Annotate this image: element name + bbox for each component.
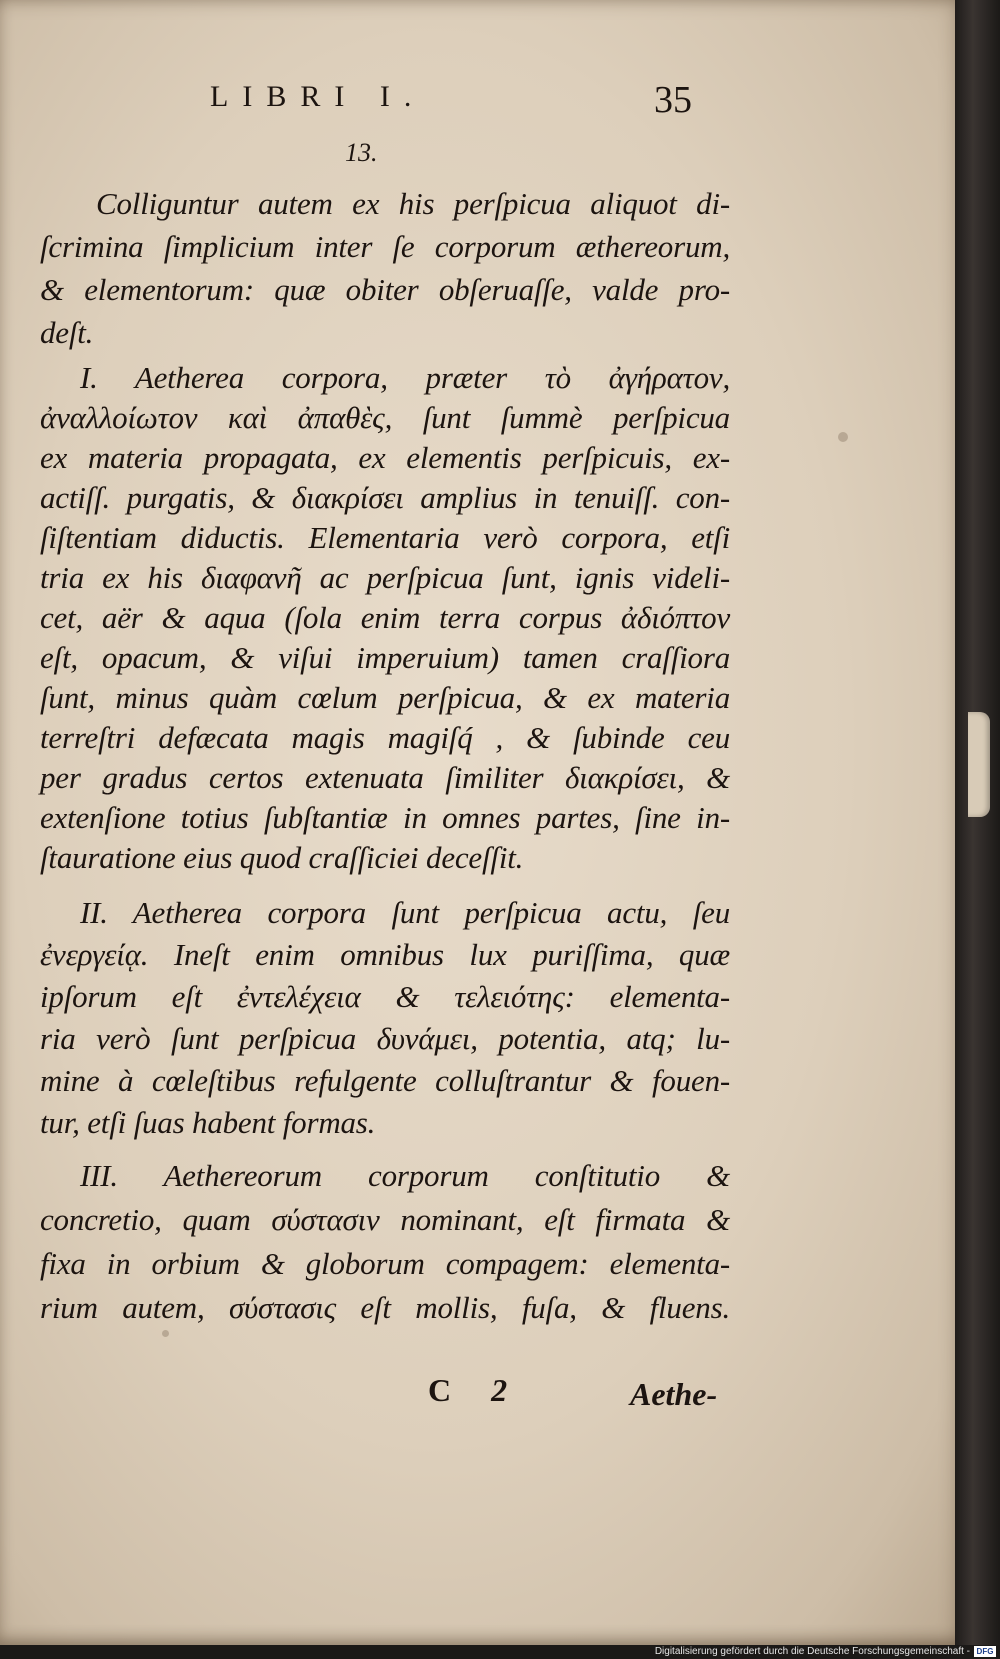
- page-number: 35: [654, 79, 692, 121]
- text-line: ria verò ſunt perſpicua δυνάμει, potentia, atq; lu-: [40, 1021, 730, 1056]
- signature-letter: C: [428, 1372, 452, 1408]
- text-line: ſcrimina ſimplicium inter ſe corporum æthereorum,: [40, 229, 730, 264]
- page-tab: [968, 712, 990, 817]
- text-line: ex materia propagata, ex elementis perſpicuis, ex-: [40, 440, 730, 475]
- text-line: concretio, quam σύστασιν nominant, eſt firmata &: [40, 1202, 730, 1237]
- text-line: ipſorum eſt ἐντελέχεια & τελειότης: elementa-: [40, 979, 730, 1014]
- text-line: ἐνεργείᾳ. Ineſt enim omnibus lux puriſſima, quæ: [40, 937, 730, 972]
- text-line: terreſtri defæcata magis magiſq́ , & ſubinde ceu: [40, 720, 730, 755]
- text-line: ἀναλλοίωτον καὶ ἀπαθὲς, ſunt ſummè perſpicua: [40, 400, 730, 435]
- text-line: III. Aethereorum corporum conſtitutio &: [80, 1158, 730, 1193]
- text-line: extenſione totius ſubſtantiæ in omnes partes, ſine in-: [40, 800, 730, 835]
- text-line: tria ex his διαφανῆ ac perſpicua ſunt, ignis videli-: [40, 560, 730, 595]
- text-line: ſiſtentiam diductis. Elementaria verò corpora, etſi: [40, 520, 730, 555]
- catchword: Aethe-: [630, 1376, 718, 1412]
- book-edge: [955, 0, 1000, 1659]
- ink-speck: [838, 432, 848, 442]
- dfg-logo: DFG: [974, 1646, 996, 1657]
- text-line: I. Aetherea corpora, præter τὸ ἀγήρατον,: [80, 360, 730, 395]
- signature-mark: [428, 1372, 507, 1409]
- text-line: & elementorum: quæ obiter obſeruaſſe, valde pro-: [40, 272, 730, 307]
- text-line: deſt.: [40, 315, 94, 350]
- text-line: eſt, opacum, & viſui imperuium) tamen craſſiora: [40, 640, 730, 675]
- text-line: II. Aetherea corpora ſunt perſpicua actu, ſeu: [80, 895, 730, 930]
- signature-number: 2: [491, 1372, 508, 1408]
- text-line: mine à cœleſtibus refulgente colluſtrantur & fouen-: [40, 1063, 730, 1098]
- text-line: rium autem, σύστασις eſt mollis, fuſa, & fluens.: [40, 1290, 730, 1325]
- section-number: 13.: [345, 138, 378, 167]
- text-line: actiſſ. purgatis, & διακρίσει amplius in tenuiſſ. con-: [40, 480, 730, 515]
- text-line: per gradus certos extenuata ſimiliter διακρίσει, &: [40, 760, 730, 795]
- text-line: ſunt, minus quàm cœlum perſpicua, & ex materia: [40, 680, 730, 715]
- text-line: tur, etſi ſuas habent formas.: [40, 1105, 376, 1140]
- text-line: ſtauratione eius quod craſſiciei deceſſit.: [40, 840, 524, 875]
- credit-text: Digitalisierung gefördert durch die Deutsche Forschungsgemeinschaft -: [654, 1646, 970, 1657]
- text-line: cet, aër & aqua (ſola enim terra corpus ἀδιόπτον: [40, 600, 730, 635]
- text-line: Colliguntur autem ex his perſpicua aliquot di-: [96, 186, 730, 221]
- text-line: fixa in orbium & globorum compagem: elementa-: [40, 1246, 730, 1281]
- ink-speck: [162, 1330, 169, 1337]
- running-head: LIBRI I.: [210, 80, 426, 113]
